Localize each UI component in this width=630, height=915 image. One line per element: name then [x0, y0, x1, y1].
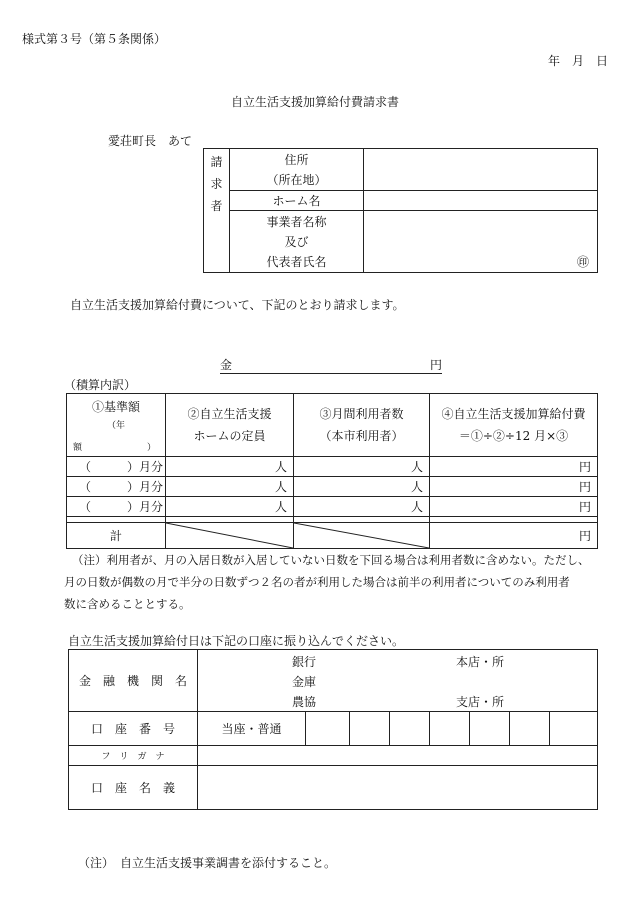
institution-field[interactable]: 銀行 金庫 農協 本店・所 支店・所	[198, 650, 598, 712]
total-label: 計	[67, 523, 166, 549]
form-number: 様式第３号（第５条関係）	[22, 32, 167, 46]
breakdown-label: （積算内訳）	[64, 378, 137, 392]
amount-line[interactable]	[220, 356, 442, 374]
note-2: （注） 自立生活支援事業調書を添付すること。	[78, 856, 337, 870]
account-digit[interactable]	[390, 712, 430, 746]
row-benefit[interactable]: 円	[430, 477, 598, 497]
table-row	[67, 497, 598, 517]
breakdown-table	[66, 393, 598, 549]
bank-intro: 自立生活支援加算給付日は下記の口座に振り込んでください。	[68, 634, 405, 648]
seal-mark: ㊞	[576, 255, 589, 269]
institution-label: 金 融 機 関 名	[69, 650, 198, 712]
total-benefit[interactable]: 円	[430, 523, 598, 549]
address-label: 住所 （所在地）	[230, 149, 364, 191]
date-line: 年 月 日	[548, 54, 609, 68]
account-digit[interactable]	[550, 712, 598, 746]
row-capacity[interactable]: 人	[166, 497, 294, 517]
row-benefit[interactable]: 円	[430, 497, 598, 517]
row-month[interactable]: （ ）月分	[67, 477, 166, 497]
table-row	[67, 477, 598, 497]
table-row	[67, 457, 598, 477]
account-type[interactable]: 当座・普通	[198, 712, 306, 746]
account-digit[interactable]	[470, 712, 510, 746]
amount-prefix: 金	[220, 358, 233, 372]
account-name-label: 口 座 名 義	[69, 766, 198, 810]
account-digit[interactable]	[510, 712, 550, 746]
account-digit[interactable]	[430, 712, 470, 746]
intro-text: 自立生活支援加算給付費について、下記のとおり請求します。	[70, 298, 405, 312]
claimant-table	[203, 148, 598, 273]
note-1-line-1: （注）利用者が、月の入居日数が入居していない日数を下回る場合は利用者数に含めない。ただし、	[72, 553, 590, 567]
row-users[interactable]: 人	[294, 497, 430, 517]
page-title: 自立生活支援加算給付費請求書	[230, 95, 399, 109]
bank-table	[68, 649, 598, 810]
note-1-line-2: 月の日数が偶数の月で半分の日数ずつ２名の者が利用した場合は前半の利用者についてのみ利用者	[64, 575, 570, 589]
representative-field[interactable]	[364, 211, 598, 273]
account-digit[interactable]	[306, 712, 350, 746]
note-1-line-3: 数に含めることとする。	[64, 597, 191, 611]
furigana-field[interactable]	[198, 746, 598, 766]
row-capacity[interactable]: 人	[166, 477, 294, 497]
row-month[interactable]: （ ）月分	[67, 497, 166, 517]
row-month[interactable]: （ ）月分	[67, 457, 166, 477]
claimant-side-label: 請 求 者	[204, 149, 230, 273]
row-users[interactable]: 人	[294, 477, 430, 497]
header-capacity: ②自立生活支援 ホームの定員	[166, 394, 294, 457]
account-name-field[interactable]	[198, 766, 598, 810]
header-benefit: ④自立生活支援加算給付費 ＝①÷②÷12 月×③	[430, 394, 598, 457]
addressee: 愛荘町長 あて	[108, 134, 193, 148]
home-name-field[interactable]	[364, 191, 598, 211]
void-diagonal	[294, 523, 429, 548]
total-users-void	[294, 523, 430, 549]
address-field[interactable]	[364, 149, 598, 191]
amount-suffix: 円	[429, 358, 442, 372]
total-capacity-void	[166, 523, 294, 549]
row-users[interactable]: 人	[294, 457, 430, 477]
row-capacity[interactable]: 人	[166, 457, 294, 477]
void-diagonal	[166, 523, 293, 548]
furigana-label: フ リ ガ ナ	[69, 746, 198, 766]
business-label: 事業者名称 及び 代表者氏名	[230, 211, 364, 273]
header-monthly-users: ③月間利用者数 （本市利用者）	[294, 394, 430, 457]
account-digit[interactable]	[350, 712, 390, 746]
home-name-label: ホーム名	[230, 191, 364, 211]
header-base-amount: ①基準額 （年 額 ）	[67, 394, 166, 457]
account-number-label: 口 座 番 号	[69, 712, 198, 746]
row-benefit[interactable]: 円	[430, 457, 598, 477]
